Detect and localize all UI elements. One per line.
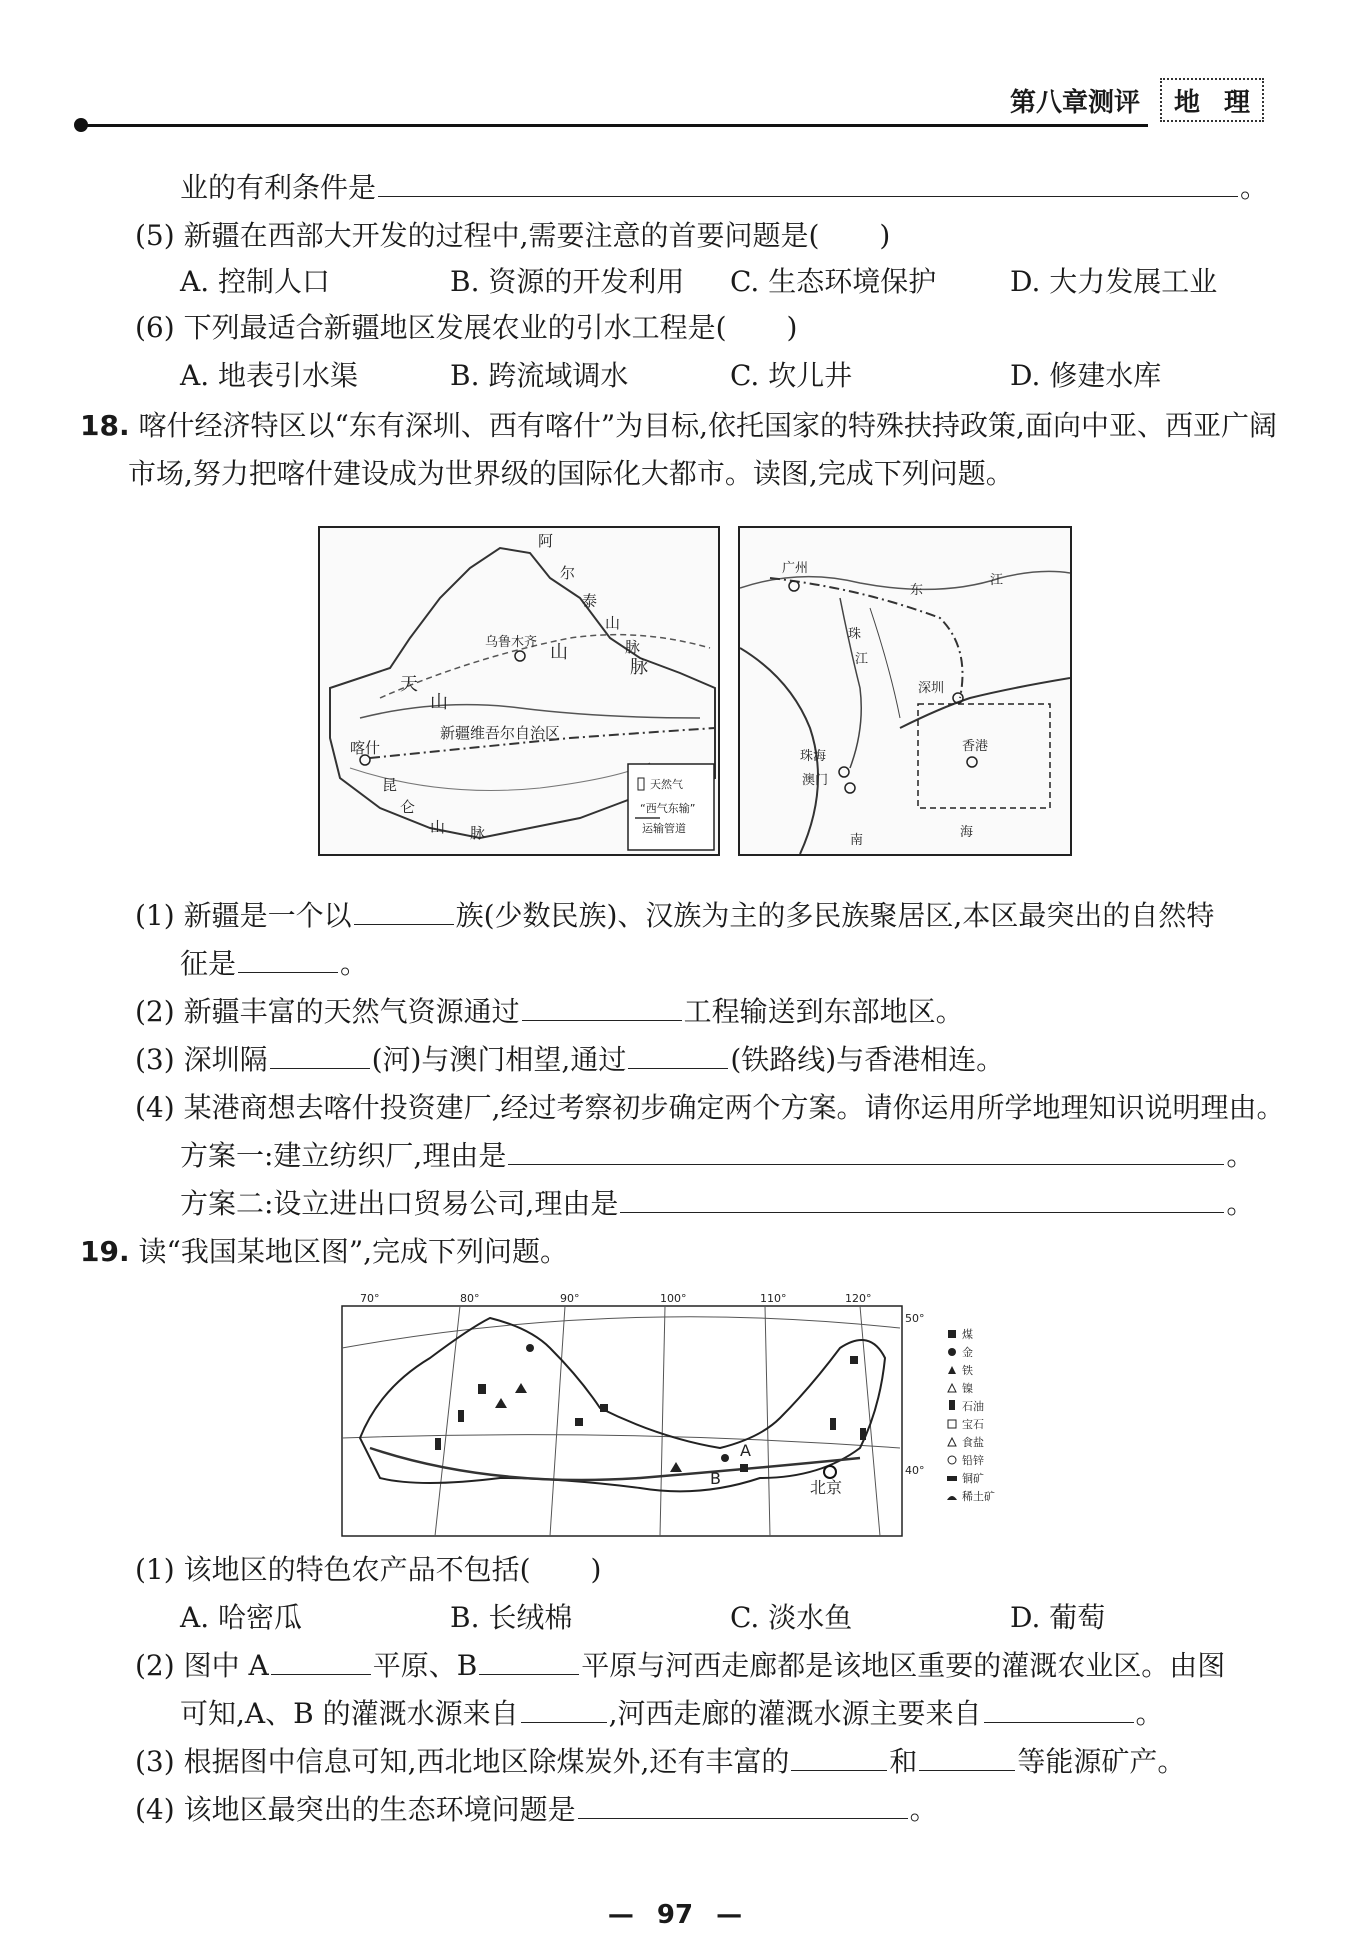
map-city-label: 广州: [782, 561, 809, 576]
legend-item: 铁: [962, 1364, 973, 1377]
map-label: 尔: [560, 564, 576, 582]
question-number: 18.: [80, 409, 130, 442]
q17-5-option-c: C. 生态环境保护: [730, 265, 937, 298]
q19-3-text: 等能源矿产。: [1017, 1745, 1186, 1778]
map-label: 东: [910, 583, 924, 598]
q18-stem-line1: [80, 408, 1277, 444]
q18-1-line2: [180, 946, 368, 982]
q18-1-text: (1) 新疆是一个以: [135, 899, 352, 932]
q18-1-text: 征是: [180, 947, 237, 980]
q18-stem-text-1: 喀什经济特区以“东有深圳、西有喀什”为目标,依托国家的特殊扶持政策,面向中亚、西亚广阔: [138, 409, 1277, 442]
q17-5-option-a: A. 控制人口: [180, 265, 331, 298]
map-label: 海: [960, 825, 974, 840]
legend-item: 镍: [962, 1382, 973, 1395]
map-label: 脉: [625, 638, 641, 656]
legend-item: 稀土矿: [962, 1490, 995, 1503]
q17-line-text: 业的有利条件是: [180, 171, 377, 204]
map-label: 天: [400, 674, 418, 695]
answer-blank[interactable]: [521, 1696, 607, 1723]
northwest-map: [340, 1288, 1040, 1538]
legend-text: “西气东输”: [640, 802, 696, 815]
q18-1-line1: [135, 898, 1214, 934]
paren-close: ): [590, 1553, 602, 1586]
map-label: 阿: [538, 532, 554, 550]
q18-4: (4) 某港商想去喀什投资建厂,经过考察初步确定两个方案。请你运用所学地理知识说明理由。: [135, 1091, 1285, 1124]
lon-label: 120°: [845, 1292, 872, 1305]
answer-blank[interactable]: [238, 946, 338, 973]
q19-2-text: 可知,A、B 的灌溉水源来自: [180, 1697, 519, 1730]
point-a-label: A: [740, 1441, 751, 1460]
legend-item: 宝石: [962, 1418, 984, 1431]
q19-3-text: 和: [889, 1745, 918, 1778]
map-label: 山: [430, 692, 448, 713]
map-label: 江: [990, 573, 1004, 588]
q17-6-stem-text: (6) 下列最适合新疆地区发展农业的引水工程是(: [135, 311, 727, 344]
plan-text: 方案二:设立进出口贸易公司,理由是: [180, 1187, 619, 1220]
q18-3: [135, 1042, 1004, 1078]
answer-blank[interactable]: [628, 1042, 728, 1069]
map-region-label: 新疆维吾尔自治区: [440, 724, 561, 742]
paren-close: ): [879, 219, 891, 252]
xinjiang-map: [318, 526, 720, 856]
footer-dash: —: [716, 1900, 743, 1930]
subject-char-2: 理: [1223, 87, 1250, 118]
q18-2-text: (2) 新疆丰富的天然气资源通过: [135, 995, 520, 1028]
answer-blank[interactable]: [919, 1744, 1015, 1771]
q19-1-option-c: C. 淡水鱼: [730, 1601, 853, 1634]
q19-2-text: ,河西走廊的灌溉水源主要来自: [608, 1697, 982, 1730]
answer-blank[interactable]: [522, 994, 682, 1021]
map-label: 昆: [382, 776, 398, 794]
point-b-label: B: [710, 1469, 721, 1488]
legend-text: 天然气: [650, 778, 683, 791]
answer-blank[interactable]: [354, 898, 454, 925]
map-label: 脉: [470, 824, 486, 842]
q17-6-option-d: D. 修建水库: [1010, 359, 1162, 392]
beijing-label: 北京: [810, 1478, 843, 1497]
legend-item: 金: [962, 1346, 973, 1359]
q19-2-line2: [180, 1696, 1164, 1732]
period: 。: [909, 1793, 938, 1826]
q19-4-text: (4) 该地区最突出的生态环境问题是: [135, 1793, 576, 1826]
legend-text: 运输管道: [642, 822, 686, 835]
map-label: 山: [605, 614, 621, 632]
legend-item: 食盐: [962, 1436, 984, 1449]
map-label: 江: [855, 652, 869, 667]
lat-label: 40°: [905, 1464, 925, 1477]
answer-blank[interactable]: [578, 1792, 908, 1819]
map-city-label: 深圳: [918, 681, 945, 696]
footer-dash: —: [607, 1900, 634, 1930]
map-label: 仑: [400, 798, 416, 816]
q19-4: [135, 1792, 938, 1828]
q17-5-stem: [135, 218, 890, 254]
q18-plan1: [180, 1138, 1254, 1174]
q17-6-option-b: B. 跨流域调水: [450, 359, 629, 392]
q17-6-option-c: C. 坎儿井: [730, 359, 853, 392]
answer-blank[interactable]: [508, 1138, 1224, 1165]
q19-stem: [80, 1234, 568, 1270]
q19-3-text: (3) 根据图中信息可知,西北地区除煤炭外,还有丰富的: [135, 1745, 790, 1778]
map-label: 泰: [582, 592, 598, 610]
q17-6-stem: [135, 310, 797, 346]
map-legend: [947, 1327, 995, 1503]
answer-blank[interactable]: [620, 1186, 1224, 1213]
xinjiang-map-svg: [320, 528, 718, 854]
map-label: 珠: [848, 627, 862, 642]
period: 。: [1226, 1139, 1255, 1172]
answer-blank[interactable]: [378, 170, 1238, 197]
lon-label: 80°: [460, 1292, 480, 1305]
q19-2-line1: [135, 1648, 1225, 1684]
q19-3: [135, 1744, 1185, 1780]
map-label: 南: [850, 833, 864, 848]
map-city-label: 乌鲁木齐: [485, 635, 538, 650]
q18-2-text: 工程输送到东部地区。: [683, 995, 964, 1028]
answer-blank[interactable]: [270, 1042, 370, 1069]
q19-stem-text: 读“我国某地区图”,完成下列问题。: [138, 1235, 569, 1268]
page-footer: [580, 1900, 770, 1930]
map-city-label: 澳门: [802, 773, 829, 788]
period: 。: [340, 947, 369, 980]
q18-stem-line2: 市场,努力把喀什建设成为世界级的国际化大都市。读图,完成下列问题。: [128, 457, 1014, 490]
q19-1-option-b: B. 长绒棉: [450, 1601, 573, 1634]
legend-item: 铅锌: [962, 1454, 984, 1467]
q18-3-text: (3) 深圳隔: [135, 1043, 268, 1076]
q18-1-text: 族(少数民族)、汉族为主的多民族聚居区,本区最突出的自然特: [455, 899, 1215, 932]
answer-blank[interactable]: [271, 1648, 371, 1675]
answer-blank[interactable]: [984, 1696, 1134, 1723]
lon-label: 100°: [660, 1292, 687, 1305]
q17-6-option-a: A. 地表引水渠: [180, 359, 359, 392]
map-city-label: 珠海: [800, 749, 827, 764]
period: 。: [1226, 1187, 1255, 1220]
q19-1-option-a: A. 哈密瓜: [180, 1601, 303, 1634]
q19-1-stem-text: (1) 该地区的特色农产品不包括(: [135, 1553, 531, 1586]
paren-close: ): [786, 311, 798, 344]
q19-1-option-d: D. 葡萄: [1010, 1601, 1106, 1634]
question-number: 19.: [80, 1235, 130, 1268]
map-label: 山: [550, 642, 568, 663]
pearl-river-map: [738, 526, 1072, 856]
northwest-map-svg: [340, 1288, 1040, 1538]
lat-label: 50°: [905, 1312, 925, 1325]
answer-blank[interactable]: [479, 1648, 579, 1675]
q19-2-text: (2) 图中 A: [135, 1649, 269, 1682]
period: 。: [1240, 171, 1269, 204]
map-label: 脉: [630, 657, 648, 678]
q19-2-text: 平原、B: [372, 1649, 478, 1682]
legend-item: 石油: [962, 1400, 984, 1413]
map-label: 山: [430, 818, 446, 836]
q17-line: [180, 170, 1268, 206]
pearl-river-map-svg: [740, 528, 1070, 854]
q19-2-text: 平原与河西走廊都是该地区重要的灌溉农业区。由图: [581, 1649, 1226, 1682]
subject-char-1: 地: [1173, 87, 1200, 118]
chapter-title: 第八章测评: [1010, 88, 1141, 118]
header-rule: [78, 124, 1148, 127]
q17-5-option-b: B. 资源的开发利用: [450, 265, 685, 298]
legend-item: 铜矿: [962, 1472, 984, 1485]
q18-plan2: [180, 1186, 1254, 1222]
subject-label: [1160, 78, 1264, 122]
q18-2: [135, 994, 964, 1030]
q18-3-text: (河)与澳门相望,通过: [371, 1043, 627, 1076]
lon-label: 70°: [360, 1292, 380, 1305]
legend-item: 煤: [962, 1328, 973, 1341]
plan-text: 方案一:建立纺织厂,理由是: [180, 1139, 507, 1172]
period: 。: [1135, 1697, 1164, 1730]
q19-1-stem: [135, 1552, 601, 1588]
lon-label: 110°: [760, 1292, 787, 1305]
map-city-label: 香港: [962, 739, 989, 754]
q17-5-stem-text: (5) 新疆在西部大开发的过程中,需要注意的首要问题是(: [135, 219, 820, 252]
q18-3-text: (铁路线)与香港相连。: [730, 1043, 1005, 1076]
page-number: 97: [656, 1900, 694, 1930]
mineral-symbols: [435, 1344, 866, 1472]
lon-label: 90°: [560, 1292, 580, 1305]
map-city-label: 喀什: [350, 739, 381, 757]
answer-blank[interactable]: [791, 1744, 887, 1771]
q17-5-option-d: D. 大力发展工业: [1010, 265, 1218, 298]
